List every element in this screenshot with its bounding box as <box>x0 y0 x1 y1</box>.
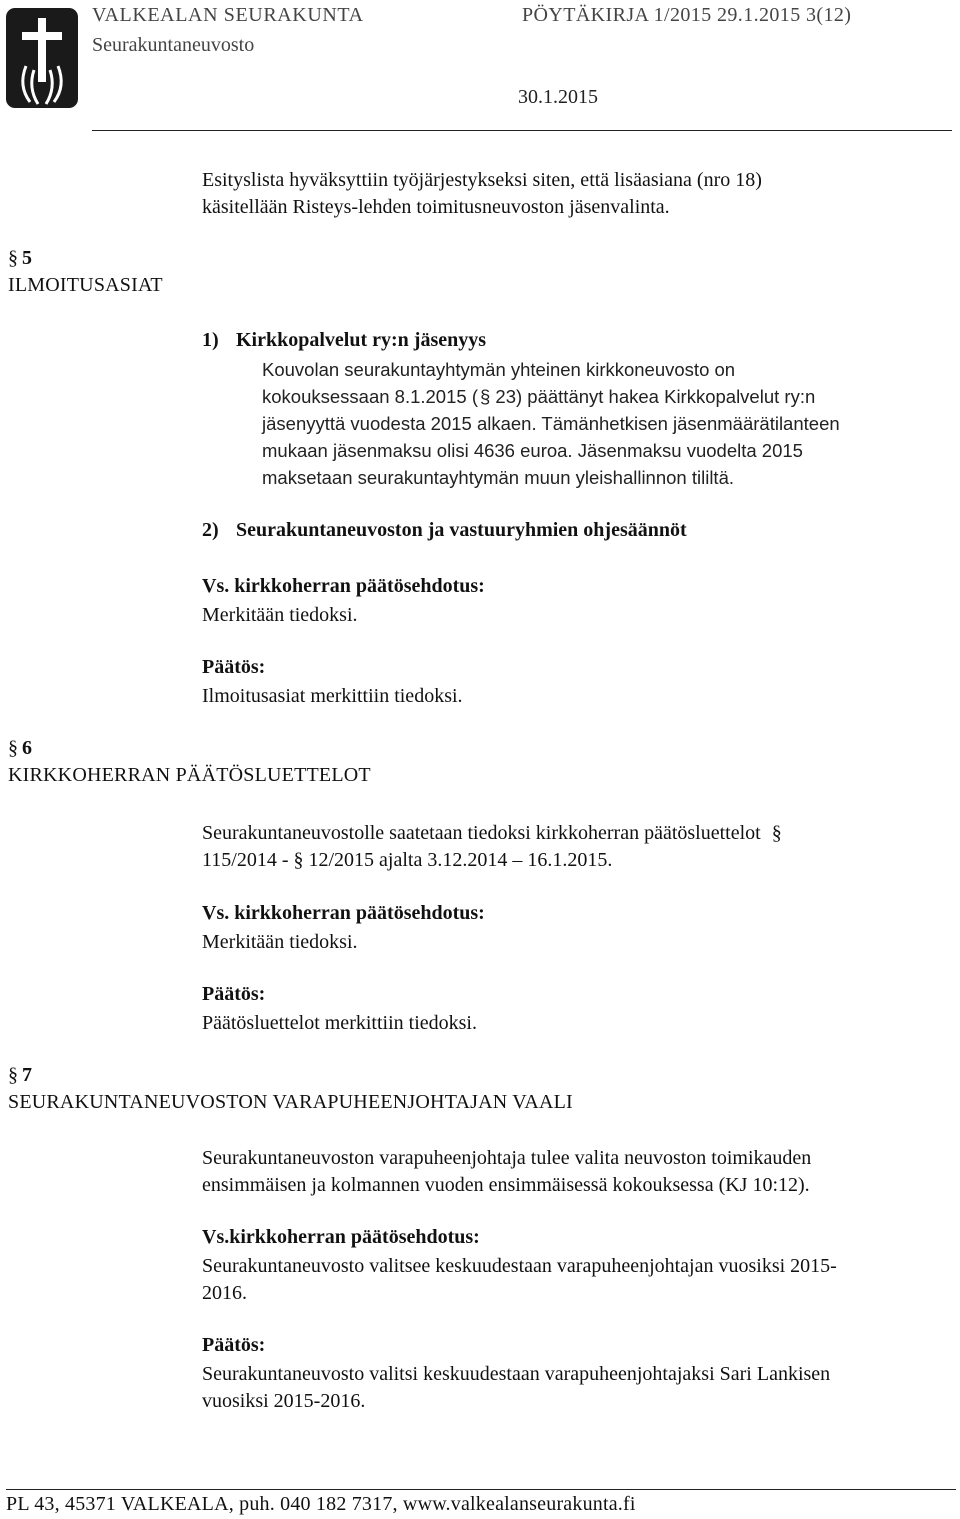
section-symbol: § <box>8 1064 18 1086</box>
section-5-title: ILMOITUSASIAT <box>8 274 163 296</box>
item-1-heading: 1) Kirkkopalvelut ry:n jäsenyys <box>202 329 487 351</box>
item-1-line-3: jäsenyyttä vuodesta 2015 alkaen. Tämänhetkisen jäsenmäärätilanteen <box>262 413 840 434</box>
section-symbol: § <box>8 737 18 759</box>
item-1-line-5: maksetaan seurakuntayhtymän muun yleishallinnon tililtä. <box>262 467 735 488</box>
section-6-decision-label: Päätös: <box>202 983 266 1005</box>
section-6-proposal: Merkitään tiedoksi. <box>202 931 358 953</box>
section-symbol: § <box>771 822 782 844</box>
header-date: 30.1.2015 <box>518 86 598 108</box>
section-7-title: SEURAKUNTANEUVOSTON VARAPUHEENJOHTAJAN VAALI <box>8 1091 573 1113</box>
header-body: Seurakuntaneuvosto <box>92 34 255 56</box>
section-symbol: § <box>293 849 304 871</box>
section-5-number: § 5 <box>8 247 32 269</box>
section-5-proposal-label: Vs. kirkkoherran päätösehdotus: <box>202 575 485 597</box>
section-symbol: § <box>479 386 491 407</box>
section-7-proposal-label: Vs.kirkkoherran päätösehdotus: <box>202 1226 480 1248</box>
section-6-number: § 6 <box>8 737 32 759</box>
item-1-body <box>262 356 840 491</box>
header-document-info: PÖYTÄKIRJA 1/2015 29.1.2015 3(12) <box>522 4 852 26</box>
section-6-decision: Päätösluettelot merkittiin tiedoksi. <box>202 1012 477 1034</box>
section-7-decision-line-1: Seurakuntaneuvosto valitsi keskuudestaan varapuheenjohtajaksi Sari Lankisen <box>202 1363 831 1385</box>
section-6-title: KIRKKOHERRAN PÄÄTÖSLUETTELOT <box>8 764 371 786</box>
footer-contact: PL 43, 45371 VALKEALA, puh. 040 182 7317, www.valkealanseurakunta.fi <box>6 1493 636 1515</box>
section-7-text-line-2: ensimmäisen ja kolmannen vuoden ensimmäisessä kokouksessa (KJ 10:12). <box>202 1174 810 1196</box>
item-1-line-1: Kouvolan seurakuntayhtymän yhteinen kirkkoneuvosto on <box>262 359 736 380</box>
section-5-decision: Ilmoitusasiat merkittiin tiedoksi. <box>202 685 463 707</box>
intro-line-1: Esityslista hyväksyttiin työjärjestykseksi siten, että lisäasiana (nro 18) <box>202 169 762 191</box>
section-6-text-line-2: 115/2014 - § 12/2015 ajalta 3.12.2014 – 16.1.2015. <box>202 847 612 874</box>
section-7-proposal-line-1: Seurakuntaneuvosto valitsee keskuudestaan varapuheenjohtajan vuosiksi 2015- <box>202 1255 837 1277</box>
item-1-line-4: mukaan jäsenmaksu olisi 4636 euroa. Jäsenmaksu vuodelta 2015 <box>262 440 803 461</box>
section-6-text-line-1: Seurakuntaneuvostolle saatetaan tiedoksi kirkkoherran päätösluettelot § <box>202 820 786 847</box>
item-2-heading: 2) Seurakuntaneuvoston ja vastuuryhmien ohjesäännöt <box>202 519 687 541</box>
section-7-number: § 7 <box>8 1064 32 1086</box>
section-5-decision-label: Päätös: <box>202 656 266 678</box>
header-organization: VALKEALAN SEURAKUNTA <box>92 4 364 26</box>
parish-logo-icon <box>6 8 78 108</box>
section-7-text-line-1: Seurakuntaneuvoston varapuheenjohtaja tulee valita neuvoston toimikauden <box>202 1147 812 1169</box>
section-symbol: § <box>8 247 18 269</box>
footer-divider <box>6 1489 956 1490</box>
section-7-proposal-line-2: 2016. <box>202 1282 247 1304</box>
item-1-line-2: kokouksessaan 8.1.2015 ( § 23) päättänyt hakea Kirkkopalvelut ry:n <box>262 383 840 410</box>
intro-line-2: käsitellään Risteys-lehden toimitusneuvoston jäsenvalinta. <box>202 196 670 218</box>
section-6-proposal-label: Vs. kirkkoherran päätösehdotus: <box>202 902 485 924</box>
section-7-decision-line-2: vuosiksi 2015-2016. <box>202 1390 366 1412</box>
header-divider <box>92 130 952 131</box>
section-7-decision-label: Päätös: <box>202 1334 266 1356</box>
section-5-proposal: Merkitään tiedoksi. <box>202 604 358 626</box>
